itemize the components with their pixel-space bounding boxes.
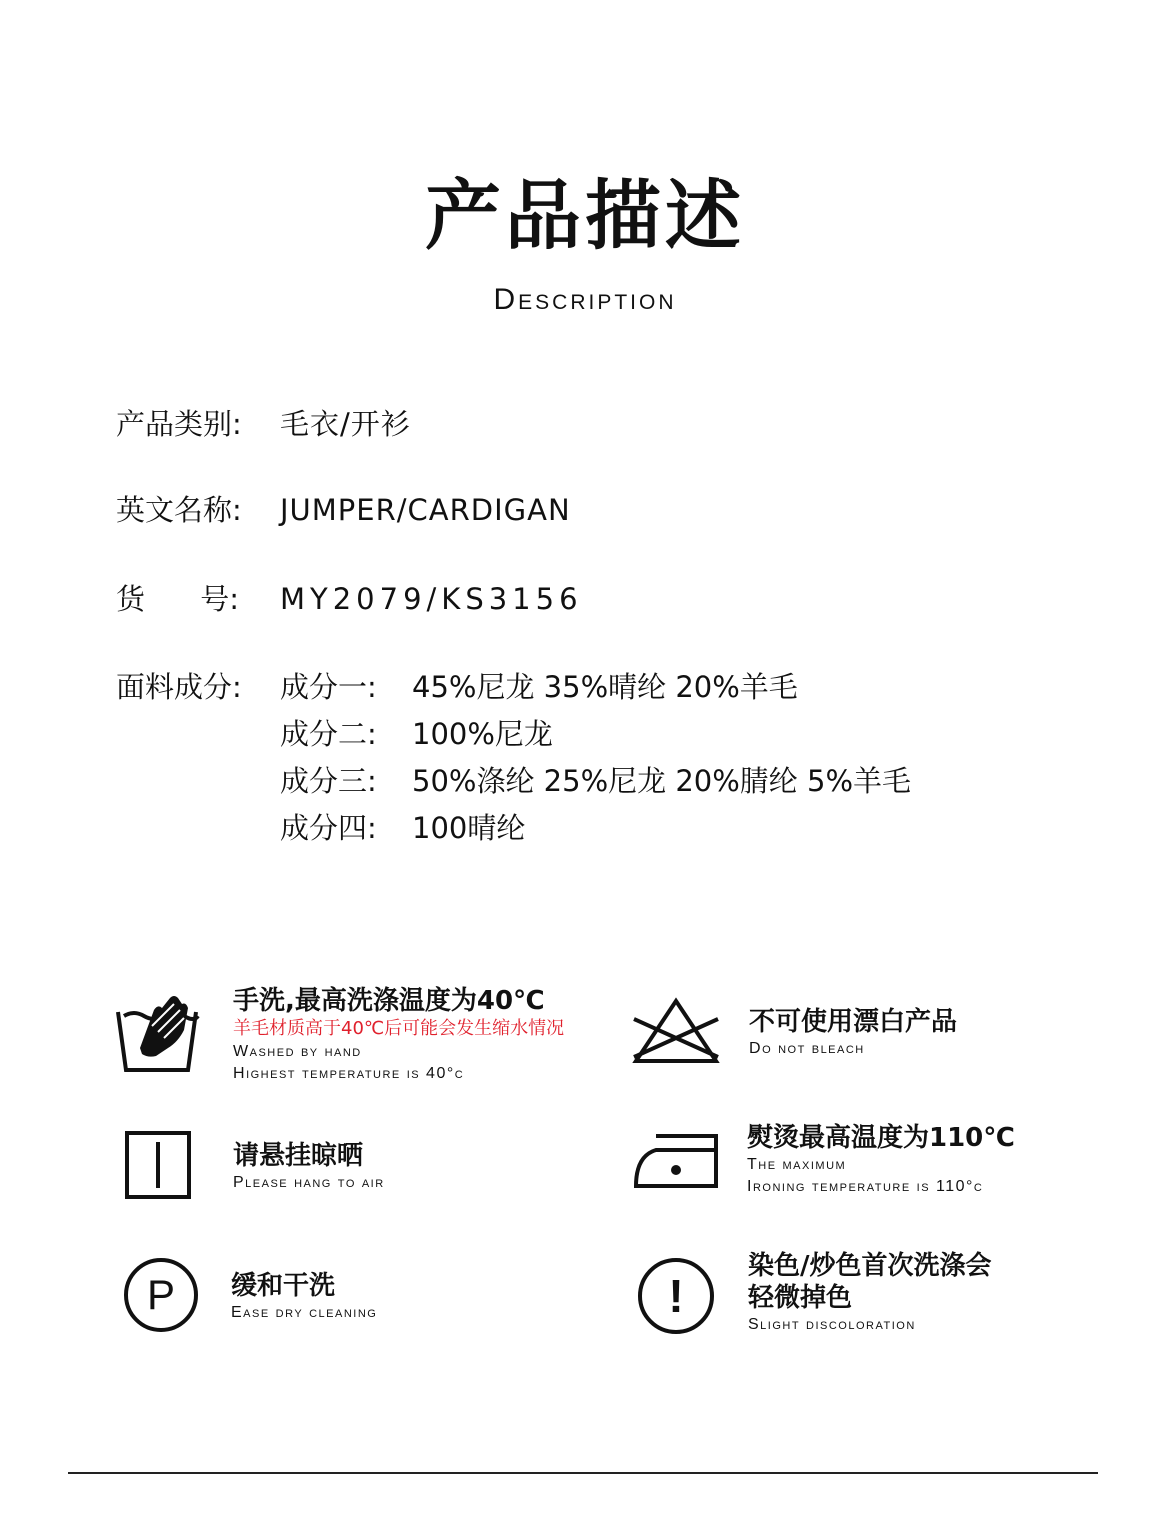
care-discolor-text xyxy=(748,1250,992,1336)
sku-label: 货 号: xyxy=(116,582,240,616)
fabric-row xyxy=(280,758,911,805)
fabric-label: 面料成分: xyxy=(116,670,242,704)
care-english: Please hang to air xyxy=(233,1174,385,1191)
category-value: 毛衣/开衫 xyxy=(280,407,411,441)
fabric-row xyxy=(280,805,911,852)
page-title: 产品描述 xyxy=(425,171,745,260)
care-title: 缓和干洗 xyxy=(231,1271,336,1301)
care-english: Do not bleach xyxy=(749,1040,865,1057)
fabric-row-value: 100晴纶 xyxy=(412,811,526,845)
no-bleach-icon xyxy=(628,995,724,1067)
exclamation-icon xyxy=(636,1256,716,1336)
care-hand-wash-text xyxy=(233,985,564,1085)
care-hand-wash xyxy=(112,990,202,1080)
english-name-label: 英文名称: xyxy=(116,493,242,527)
care-title: 不可使用漂白产品 xyxy=(749,1007,958,1037)
care-dry-clean-text xyxy=(231,1270,377,1324)
fabric-row-key: 成分三: xyxy=(280,764,377,798)
care-hang-dry xyxy=(124,1130,192,1200)
info-category xyxy=(116,404,411,444)
care-english: The maximum xyxy=(747,1156,847,1173)
care-title: 请悬挂晾晒 xyxy=(233,1141,364,1171)
fabric-row-value: 50%涤纶 25%尼龙 20%腈纶 5%羊毛 xyxy=(412,764,912,798)
care-title: 染色/炒色首次洗涤会 xyxy=(748,1251,992,1281)
care-no-bleach xyxy=(628,995,724,1067)
english-name-value: JUMPER/CARDIGAN xyxy=(280,493,571,527)
dry-clean-symbol: P xyxy=(146,1271,176,1318)
fabric-row xyxy=(280,664,911,711)
care-dry-clean xyxy=(122,1256,200,1334)
info-english-name xyxy=(116,490,571,530)
care-english: Highest temperature is 40°c xyxy=(233,1065,465,1082)
discolor-symbol: ! xyxy=(668,1270,684,1322)
hang-dry-icon xyxy=(124,1130,192,1200)
care-title: 熨烫最高温度为110℃ xyxy=(747,1123,1015,1153)
info-sku xyxy=(116,579,583,619)
care-title: 手洗,最高洗涤温度为40℃ xyxy=(233,986,545,1016)
hand-wash-icon xyxy=(112,990,202,1080)
page-subtitle: Description xyxy=(493,283,677,316)
iron-icon xyxy=(632,1132,722,1190)
care-discolor xyxy=(636,1256,716,1336)
care-iron-text xyxy=(747,1122,1015,1198)
care-warning: 羊毛材质高于40℃后可能会发生缩水情况 xyxy=(233,1018,565,1039)
fabric-row xyxy=(280,711,911,758)
care-english: Slight discoloration xyxy=(748,1316,916,1333)
fabric-rows xyxy=(280,664,911,852)
care-english: Ironing temperature is 110°c xyxy=(747,1178,984,1195)
care-english: Washed by hand xyxy=(233,1043,362,1060)
sku-value: MY2079/KS3156 xyxy=(280,582,583,616)
fabric-row-value: 100%尼龙 xyxy=(412,717,553,751)
fabric-row-key: 成分四: xyxy=(280,811,377,845)
fabric-row-value: 45%尼龙 35%晴纶 20%羊毛 xyxy=(412,670,798,704)
care-hang-dry-text xyxy=(233,1140,385,1194)
category-label: 产品类别: xyxy=(116,407,242,441)
fabric-row-key: 成分一: xyxy=(280,670,377,704)
care-title: 轻微掉色 xyxy=(748,1283,853,1313)
care-english: Ease dry cleaning xyxy=(231,1304,378,1321)
dry-clean-p-icon xyxy=(122,1256,200,1334)
fabric-row-key: 成分二: xyxy=(280,717,377,751)
care-iron xyxy=(632,1132,722,1190)
bottom-divider xyxy=(68,1472,1098,1474)
care-no-bleach-text xyxy=(749,1006,957,1060)
